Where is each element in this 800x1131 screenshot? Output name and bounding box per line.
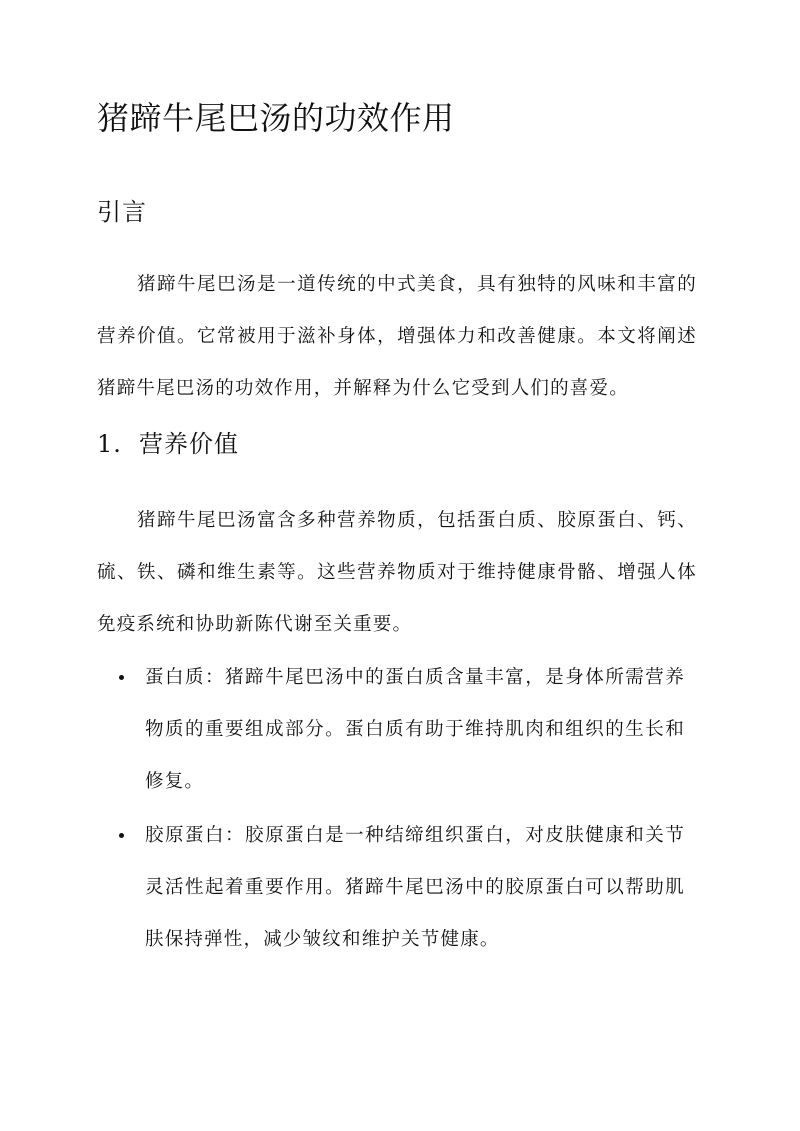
bullet-dot-icon	[119, 833, 124, 838]
nutrition-paragraph: 猪蹄牛尾巴汤富含多种营养物质，包括蛋白质、胶原蛋白、钙、硫、铁、磷和维生素等。这些营养物质对于维持健康骨骼、增强人体免疫系统和协助新陈代谢至关重要。	[97, 510, 697, 635]
list-item-text: 蛋白质：猪蹄牛尾巴汤中的蛋白质含量丰富，是身体所需营养物质的重要组成部分。蛋白质有助于维持肌肉和组织的生长和修复。	[145, 667, 685, 792]
section-heading-text: 营养价值	[139, 430, 239, 458]
section-heading-intro	[97, 196, 147, 228]
list-item	[97, 810, 685, 966]
section-heading-nutrition	[97, 428, 239, 460]
list-item-text: 胶原蛋白：胶原蛋白是一种结缔组织蛋白，对皮肤健康和关节灵活性起着重要作用。猪蹄牛尾巴汤中的胶原蛋白可以帮助肌肤保持弹性，减少皱纹和维护关节健康。	[145, 825, 685, 950]
section-heading-text: 引言	[97, 198, 147, 226]
intro-paragraph: 猪蹄牛尾巴汤是一道传统的中式美食，具有独特的风味和丰富的营养价值。它常被用于滋补身体，增强体力和改善健康。本文将阐述猪蹄牛尾巴汤的功效作用，并解释为什么它受到人们的喜爱。	[97, 274, 697, 399]
bullet-dot-icon	[119, 675, 124, 680]
page-title: 猪蹄牛尾巴汤的功效作用	[97, 99, 455, 137]
list-item	[97, 652, 685, 808]
section-number: 1.	[97, 430, 122, 458]
